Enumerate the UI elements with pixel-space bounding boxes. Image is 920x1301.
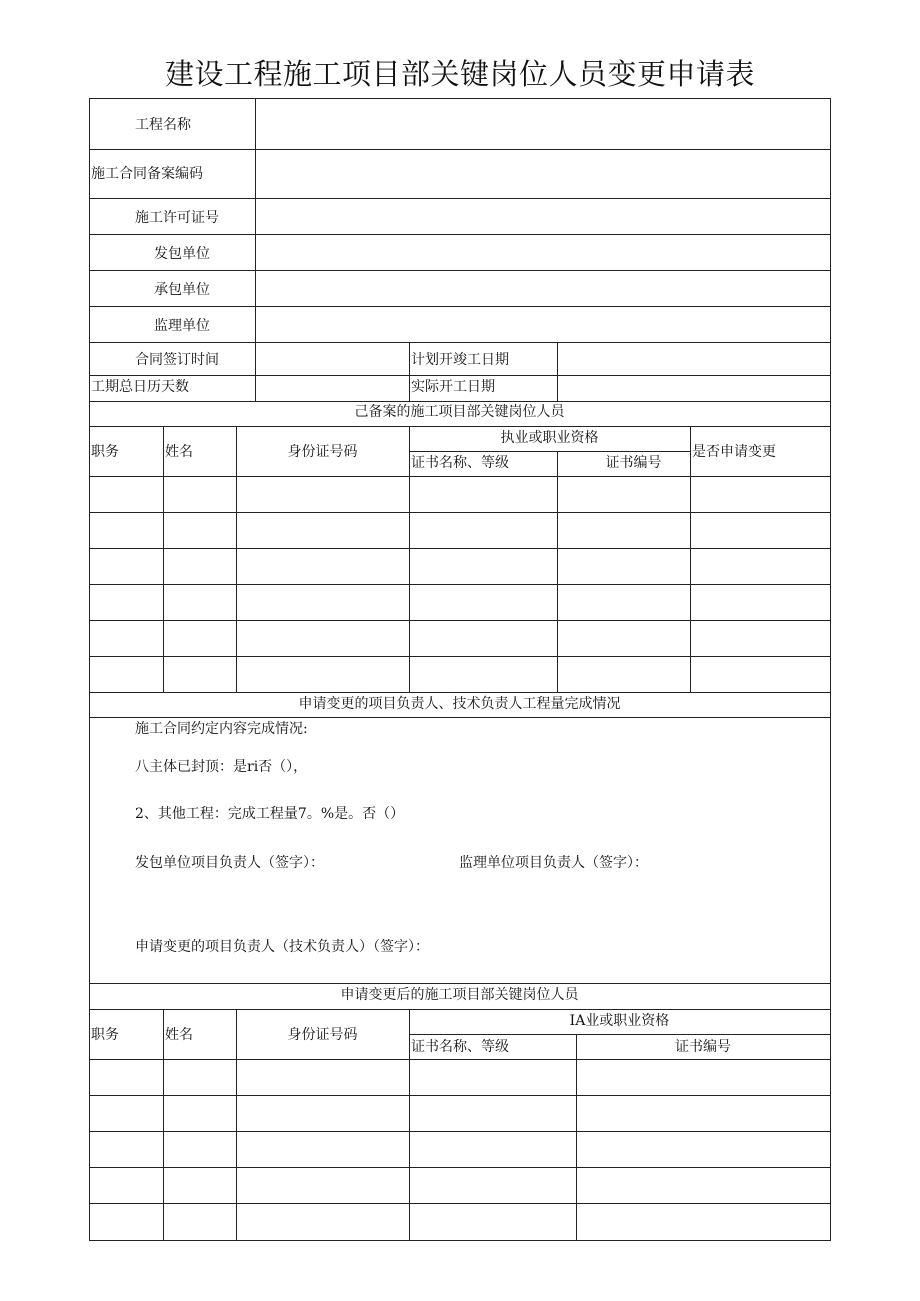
registered-section-heading: 己备案的施工项目部关键岗位人员 [354,404,565,420]
client-unit-label: 发包单位 [154,246,210,262]
registered-row-5-cert-no-cell[interactable] [558,621,690,656]
applicant-signature-area[interactable] [470,934,810,960]
after-row-5-id-cell[interactable] [237,1204,409,1239]
registered-row-4-change-cell[interactable] [691,585,830,620]
after-col-cert-name: 证书名称、等级 [411,1039,509,1055]
after-col-position: 职务 [91,1027,119,1043]
supervisor-sign-label: 监理单位项目负责人（签字）： [459,855,648,871]
registered-row-1-position-cell[interactable] [90,477,163,512]
contract-sign-date-label: 合同签订时间 [135,352,219,368]
construction-permit-label: 施工许可证号 [135,210,219,226]
reg-col-cert-no: 证书编号 [605,455,662,471]
registered-row-3-id-cell[interactable] [237,549,409,584]
total-days-label: 工期总日历天数 [91,379,189,395]
after-row-4-cert-no-cell[interactable] [577,1168,830,1203]
after-col-name: 姓名 [165,1027,193,1043]
registered-row-4-position-cell[interactable] [90,585,163,620]
after-row-4-id-cell[interactable] [237,1168,409,1203]
registered-row-3-position-cell[interactable] [90,549,163,584]
after-row-3-id-cell[interactable] [237,1132,409,1167]
registered-row-5-id-cell[interactable] [237,621,409,656]
registered-row-1-cert-no-cell[interactable] [558,477,690,512]
registered-row-4-cert-no-cell[interactable] [558,585,690,620]
registered-row-3-cert-name-cell[interactable] [410,549,557,584]
after-row-1-cert-name-cell[interactable] [410,1060,576,1095]
planned-dates-field[interactable] [558,343,829,375]
after-row-2-position-cell[interactable] [90,1096,163,1131]
project-name-field[interactable] [256,99,829,149]
after-row-3-name-cell[interactable] [164,1132,236,1167]
registered-row-5-name-cell[interactable] [164,621,236,656]
after-row-1-id-cell[interactable] [237,1060,409,1095]
registered-row-6-position-cell[interactable] [90,657,163,692]
after-col-qualification: IA业或职业资格 [569,1013,670,1029]
registered-row-5-position-cell[interactable] [90,621,163,656]
after-row-5-cert-no-cell[interactable] [577,1204,830,1239]
project-name-label: 工程名称 [135,117,191,133]
completion-line-other-works: 2、其他工程：完成工程量7。%是。否（） [135,806,405,822]
completion-section-heading: 申请变更的项目负责人、技术负责人工程量完成情况 [298,696,621,712]
registered-row-6-id-cell[interactable] [237,657,409,692]
after-row-2-cert-no-cell[interactable] [577,1096,830,1131]
registered-row-4-name-cell[interactable] [164,585,236,620]
supervision-unit-field[interactable] [256,307,829,342]
supervisor-signature-area[interactable] [668,850,818,876]
client-signature-area[interactable] [340,850,440,876]
reg-col-name: 姓名 [165,444,193,460]
after-row-1-position-cell[interactable] [90,1060,163,1095]
after-row-3-cert-name-cell[interactable] [410,1132,576,1167]
after-row-3-position-cell[interactable] [90,1132,163,1167]
after-row-5-name-cell[interactable] [164,1204,236,1239]
contract-sign-date-field[interactable] [256,343,409,375]
after-row-4-position-cell[interactable] [90,1168,163,1203]
after-row-2-name-cell[interactable] [164,1096,236,1131]
completion-line-contract: 施工合同约定内容完成情况: [135,721,308,737]
contractor-unit-field[interactable] [256,271,829,306]
reg-col-cert-name: 证书名称、等级 [411,455,509,471]
actual-start-field[interactable] [558,376,829,401]
client-sign-label: 发包单位项目负责人（签字）： [135,855,324,871]
actual-start-label: 实际开工日期 [411,379,495,395]
after-row-2-id-cell[interactable] [237,1096,409,1131]
client-unit-field[interactable] [256,235,829,270]
registered-row-6-cert-name-cell[interactable] [410,657,557,692]
after-col-id: 身份证号码 [287,1027,358,1043]
after-row-5-cert-name-cell[interactable] [410,1204,576,1239]
registered-row-5-cert-name-cell[interactable] [410,621,557,656]
applicant-sign-label: 申请变更的项目负责人（技术负责人）（签字）： [135,939,429,955]
registered-row-2-position-cell[interactable] [90,513,163,548]
registered-row-3-name-cell[interactable] [164,549,236,584]
planned-dates-label: 计划开竣工日期 [411,352,509,368]
construction-permit-field[interactable] [256,199,829,234]
completion-line-topped-out: 八主体已封顶：是ri否（）， [135,759,308,775]
after-row-4-cert-name-cell[interactable] [410,1168,576,1203]
registered-row-3-cert-no-cell[interactable] [558,549,690,584]
registered-row-1-name-cell[interactable] [164,477,236,512]
after-row-4-name-cell[interactable] [164,1168,236,1203]
registered-row-2-cert-name-cell[interactable] [410,513,557,548]
registered-row-1-change-cell[interactable] [691,477,830,512]
supervision-unit-label: 监理单位 [154,318,210,334]
registered-row-2-cert-no-cell[interactable] [558,513,690,548]
reg-col-change: 是否申请变更 [692,444,776,460]
registered-row-4-cert-name-cell[interactable] [410,585,557,620]
after-row-2-cert-name-cell[interactable] [410,1096,576,1131]
registered-row-6-cert-no-cell[interactable] [558,657,690,692]
registered-row-3-change-cell[interactable] [691,549,830,584]
registered-row-2-id-cell[interactable] [237,513,409,548]
registered-row-6-change-cell[interactable] [691,657,830,692]
contract-record-no-field[interactable] [256,150,829,198]
after-section-heading: 申请变更后的施工项目部关键岗位人员 [340,987,579,1003]
form-title: 建设工程施工项目部关键岗位人员变更申请表 [164,57,755,91]
registered-row-5-change-cell[interactable] [691,621,830,656]
registered-row-1-cert-name-cell[interactable] [410,477,557,512]
reg-col-position: 职务 [91,444,119,460]
reg-col-id: 身份证号码 [287,444,358,460]
total-days-field[interactable] [256,376,409,401]
reg-col-qualification: 执业或职业资格 [500,430,599,446]
registered-row-4-id-cell[interactable] [237,585,409,620]
registered-row-2-change-cell[interactable] [691,513,830,548]
after-row-1-name-cell[interactable] [164,1060,236,1095]
registered-row-1-id-cell[interactable] [237,477,409,512]
after-col-cert-no: 证书编号 [675,1039,731,1055]
registered-row-2-name-cell[interactable] [164,513,236,548]
after-row-5-position-cell[interactable] [90,1204,163,1239]
registered-row-6-name-cell[interactable] [164,657,236,692]
after-row-3-cert-no-cell[interactable] [577,1132,830,1167]
contract-record-no-label: 施工合同备案编码 [91,166,203,182]
after-row-1-cert-no-cell[interactable] [577,1060,830,1095]
contractor-unit-label: 承包单位 [154,282,210,298]
